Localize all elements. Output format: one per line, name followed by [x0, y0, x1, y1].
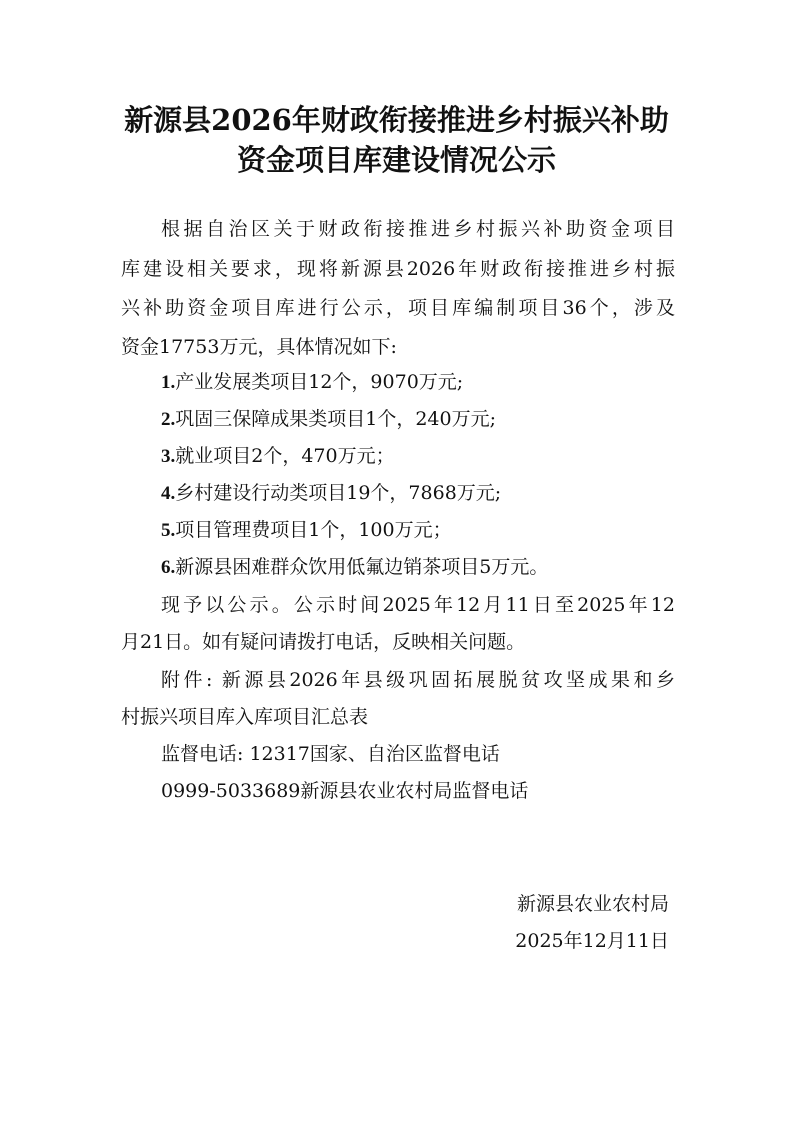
- list-item: [161, 447, 395, 466]
- intro-line-3: 兴补助资金项目库进行公示，项目库编制项目36个，涉及: [121, 297, 675, 319]
- list-item-number: 1.: [161, 372, 176, 393]
- notice-line-2: 月21日。如有疑问请拨打电话，反映相关问题。: [121, 631, 526, 653]
- attachment-line-1: 附件: 新源县2026年县级巩固拓展脱贫攻坚成果和乡: [161, 669, 675, 691]
- list-item-text: 产业发展类项目12个，9070万元;: [175, 371, 464, 393]
- list-item: [161, 521, 452, 540]
- signature-organization: 新源县农业农村局: [516, 893, 669, 915]
- notice-line-1: 现予以公示。公示时间2025年12月11日至2025年12: [161, 594, 675, 616]
- list-item-text: 乡村建设行动类项目19个，7868万元;: [175, 482, 502, 504]
- list-item-number: 2.: [161, 409, 176, 430]
- list-item-number: 3.: [161, 446, 176, 467]
- list-item: [161, 558, 548, 577]
- supervision-phone-line-1: 监督电话: 12317国家、自治区监督电话: [161, 743, 500, 765]
- list-item-text: 巩固三保障成果类项目1个，240万元;: [175, 408, 497, 430]
- supervision-phone-line-2: 0999-5033689新源县农业农村局监督电话: [161, 780, 529, 802]
- list-item-number: 5.: [161, 520, 176, 541]
- list-item-text: 就业项目2个，470万元；: [175, 445, 395, 467]
- list-item-number: 4.: [161, 483, 176, 504]
- document-title-line-2: 资金项目库建设情况公示: [236, 143, 556, 177]
- list-item: [161, 373, 463, 392]
- intro-line-2: 库建设相关要求，现将新源县2026年财政衔接推进乡村振: [121, 258, 675, 280]
- list-item-number: 6.: [161, 557, 176, 578]
- intro-line-1: 根据自治区关于财政衔接推进乡村振兴补助资金项目: [161, 218, 675, 240]
- attachment-line-2: 村振兴项目库入库项目汇总表: [121, 706, 369, 728]
- document-title-line-1: 新源县2026年财政衔接推进乡村振兴补助: [124, 103, 669, 137]
- intro-line-4: 资金17753万元，具体情况如下:: [121, 336, 397, 358]
- list-item: [161, 484, 501, 503]
- signature-date: 2025年12月11日: [515, 930, 669, 952]
- list-item: [161, 410, 496, 429]
- list-item-text: 项目管理费项目1个，100万元；: [175, 519, 452, 541]
- list-item-text: 新源县困难群众饮用低氟边销茶项目5万元。: [175, 556, 549, 578]
